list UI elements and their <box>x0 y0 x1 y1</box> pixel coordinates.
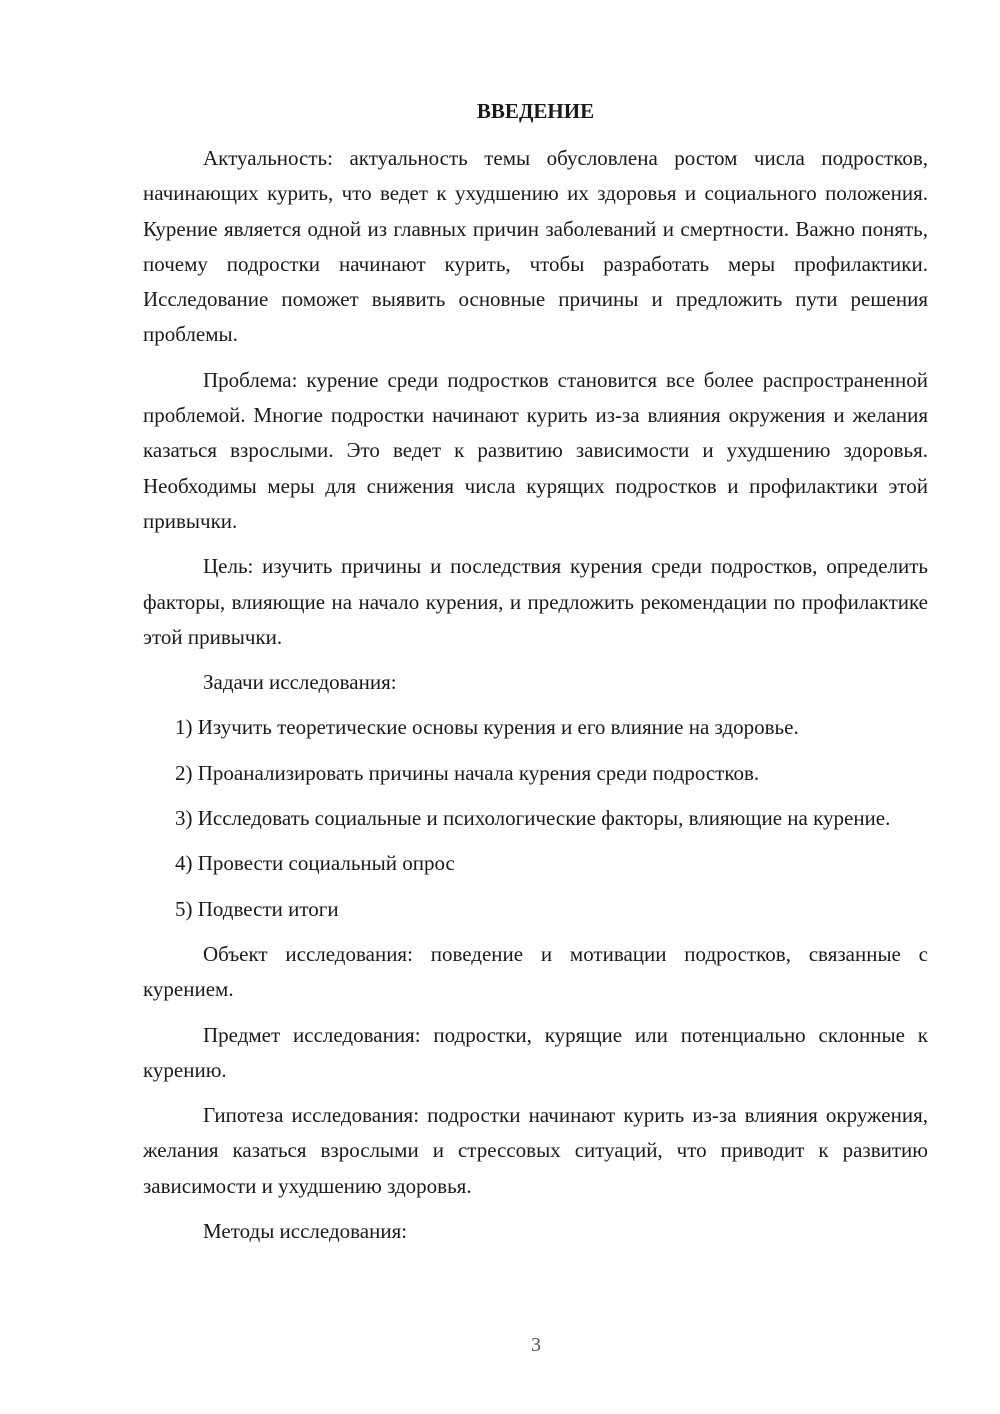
object-paragraph: Объект исследования: поведение и мотивации подростков, связанные с курением. <box>143 941 928 1002</box>
problem-paragraph: Проблема: курение среди подростков становится все более распространенной проблемой. Многие подростки начинают курить из-за влияния окружения и желания казаться взрослыми. Это ведет к развитию зависимости и ухудшению здоровья. Необходимы меры для снижения числа курящих подростков и профилактики этой привычки. <box>143 367 928 533</box>
methods-title: Методы исследования: <box>203 1219 408 1244</box>
document-page <box>143 95 928 1249</box>
subject-paragraph: Предмет исследования: подростки, курящие или потенциально склонные к курению. <box>143 1022 928 1082</box>
task-item-4: 4) Провести социальный опрос <box>175 851 455 876</box>
task-item-3: 3) Исследовать социальные и психологические факторы, влияющие на курение. <box>175 806 891 831</box>
task-item-5: 5) Подвести итоги <box>175 896 339 921</box>
hypothesis-paragraph: Гипотеза исследования: подростки начинают курить из-за влияния окружения, желания казаться взрослыми и стрессовых ситуаций, что приводит к развитию зависимости и ухудшению здоровья. <box>143 1103 928 1198</box>
page-number: 3 <box>531 1334 541 1356</box>
tasks-title: Задачи исследования: <box>203 670 397 695</box>
task-item-2: 2) Проанализировать причины начала курения среди подростков. <box>175 760 760 785</box>
section-heading: ВВЕДЕНИЕ <box>476 99 595 123</box>
relevance-paragraph: Актуальность: актуальность темы обусловлена ростом числа подростков, начинающих курить, что ведет к ухудшению их здоровья и социального положения. Курение является одной из главных причин заболеваний и смертности. Важно понять, почему подростки начинают курить, чтобы разработать меры профилактики. Исследование поможет выявить основные причины и предложить пути решения проблемы. <box>143 146 928 347</box>
task-item-1: 1) Изучить теоретические основы курения и его влияние на здоровье. <box>175 715 799 740</box>
goal-paragraph: Цель: изучить причины и последствия курения среди подростков, определить факторы, влияющие на начало курения, и предложить рекомендации по профилактике этой привычки. <box>143 554 928 649</box>
